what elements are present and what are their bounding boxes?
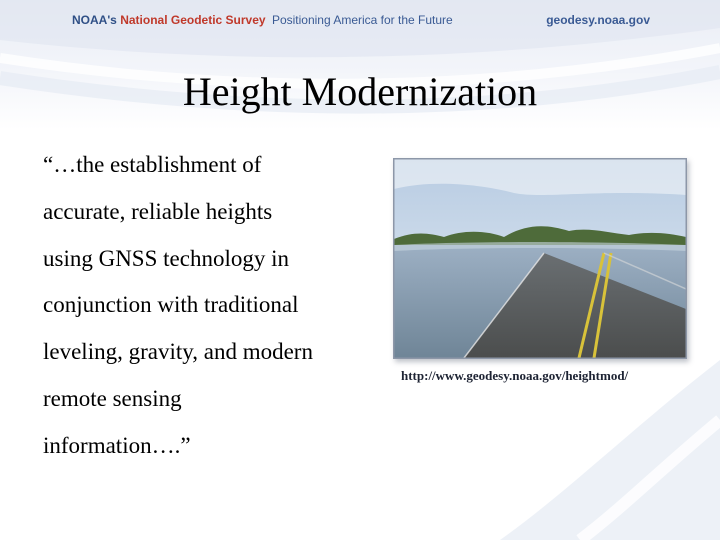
slide-title: Height Modernization [182,69,538,114]
org-header [72,13,453,29]
quote-line: accurate, reliable heights [43,198,273,224]
quote-line: remote sensing [43,385,182,411]
quote-text [43,142,373,470]
photo-caption-link[interactable]: http://www.geodesy.noaa.gov/heightmod/ [401,368,629,383]
quote-line: “…the establishment of [43,152,262,177]
org-prefix: NOAA's [72,13,117,27]
site-url[interactable]: geodesy.noaa.gov [546,13,650,27]
quote-line: leveling, gravity, and modern [43,339,313,365]
flooded-road-photo [393,158,687,359]
quote-line: using GNSS technology in [43,245,289,271]
quote-line: conjunction with traditional [43,292,299,318]
photo-illustration [394,159,686,358]
org-tagline: Positioning America for the Future [271,13,453,27]
quote-line: information….” [43,432,191,458]
org-name: National Geodetic Survey [120,13,266,27]
